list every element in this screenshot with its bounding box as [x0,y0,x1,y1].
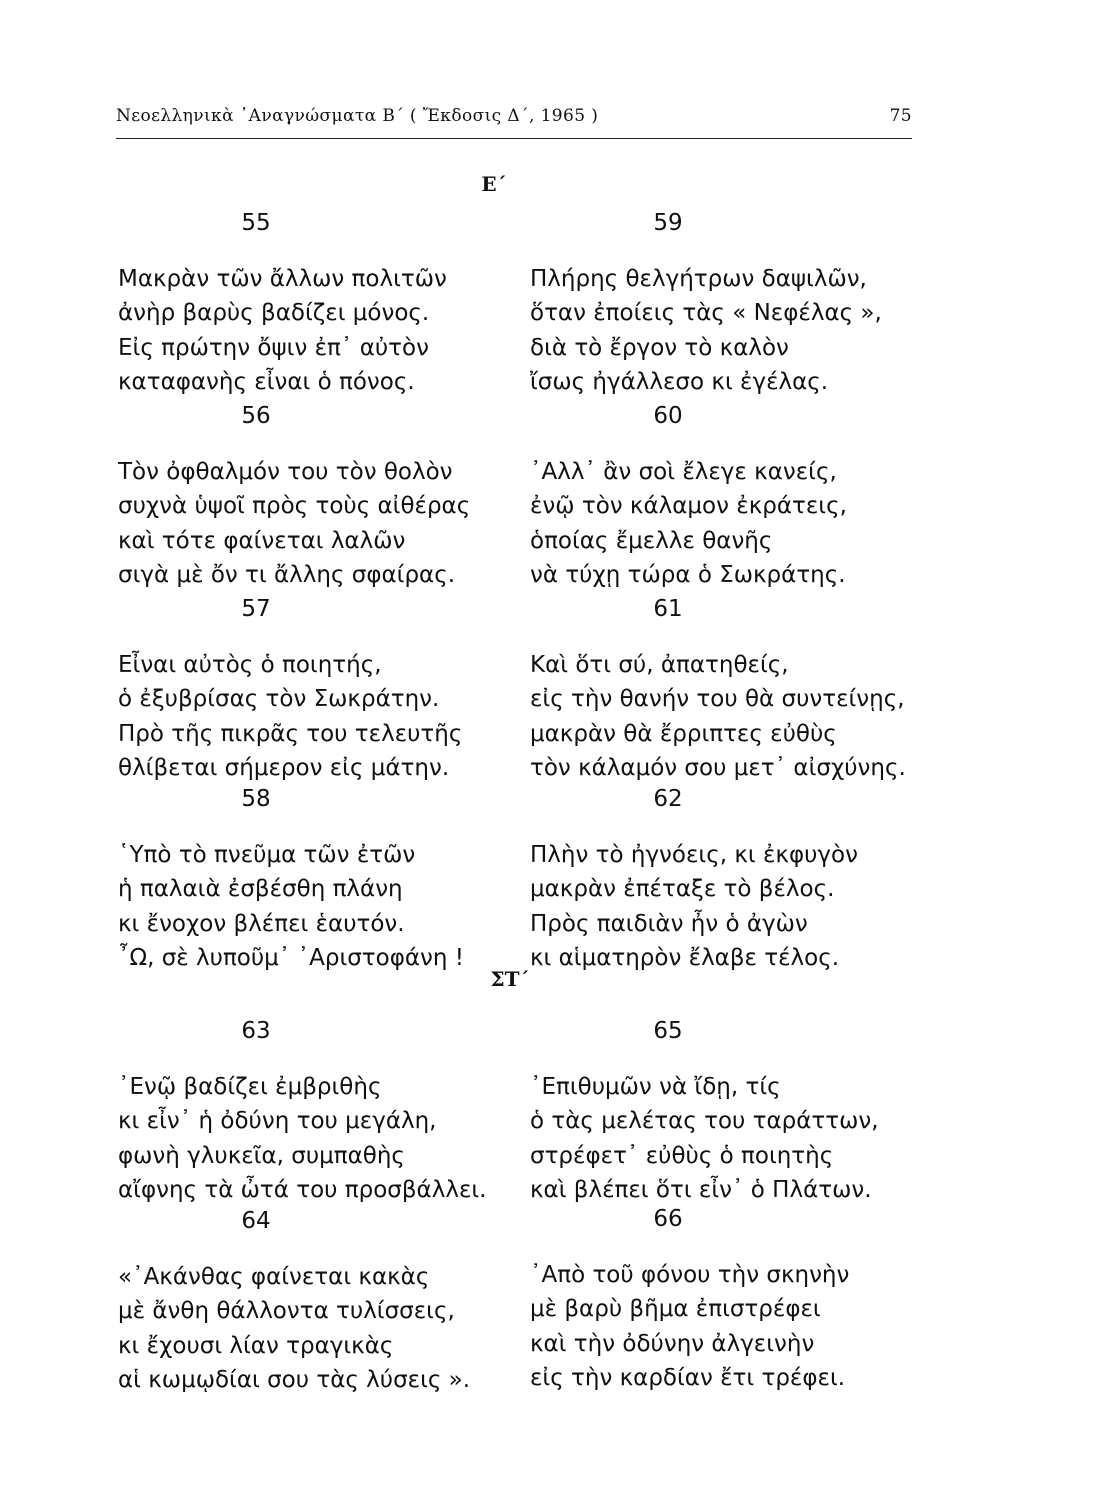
verse-line: Εἰς πρώτην ὄψιν ἐπ᾿ αὐτὸν [118,334,429,361]
stanza-number: 65 [653,1018,683,1044]
verse-line: διὰ τὸ ἔργον τὸ καλὸν [530,334,789,361]
verse-line: Πρὸ τῆς πικρᾶς του τελευτῆς [118,720,463,747]
verse-line: σιγὰ μὲ ὄν τι ἄλλης σφαίρας. [118,561,456,588]
page-header [116,100,912,139]
verse-line: αἴφνης τὰ ὦτά του προσβάλλει. [118,1176,487,1203]
verse-line: «᾿Ακάνθας φαίνεται κακὰς [118,1264,430,1290]
verse-line: ἀνὴρ βαρὺς βαδίζει μόνος. [118,300,430,327]
verse-line: Μακρὰν τῶν ἄλλων πολιτῶν [118,266,447,292]
verse-line: ῾Υπὸ τὸ πνεῦμα τῶν ἐτῶν [118,842,416,868]
page-number: 75 [889,106,912,126]
verse-line: νὰ τύχῃ τώρα ὁ Σωκράτης. [530,561,846,588]
verse-line: ᾿Απὸ τοῦ φόνου τὴν σκηνὴν [530,1262,850,1288]
verse-line: τὸν κάλαμόν σου μετ᾿ αἰσχύνης. [530,754,906,781]
verse-line: Εἶναι αὐτὸς ὁ ποιητής, [118,652,382,678]
stanza-number: 57 [241,596,271,622]
verse-line: μακρὰν ἐπέταξε τὸ βέλος. [530,876,835,903]
stanza-number: 63 [241,1018,271,1044]
verse-line: ᾿Επιθυμῶν νὰ ἴδῃ, τίς [530,1074,781,1100]
stanza-number: 60 [653,403,683,429]
verse-line: Καὶ ὅτι σύ, ἀπατηθείς, [530,652,789,678]
verse-line: μακρὰν θὰ ἔρριπτες εὐθὺς [530,720,837,747]
verse-line: καὶ τότε φαίνεται λαλῶν [118,527,406,554]
verse-line: εἰς τὴν θανήν του θὰ συντείνῃς, [530,686,905,713]
stanza-number: 64 [241,1208,271,1234]
verse-line: ὁποίας ἔμελλε θανῆς [530,527,773,554]
section-heading-st: ΣΤ΄ [490,967,530,991]
stanza-number: 56 [241,403,271,429]
verse-line: ὁ τὰς μελέτας του ταράττων, [530,1108,879,1135]
verse-line: ὁ ἐξυβρίσας τὸν Σωκράτην. [118,686,440,713]
running-title: Νεοελληνικὰ ᾿Αναγνώσματα Β΄ ( Ἔκδοσις Δ΄, 1965 ) [116,106,599,126]
verse-line: Τὸν ὀφθαλμόν του τὸν θολὸν [118,459,453,485]
stanza-number: 59 [653,210,683,236]
verse-line: αἱ κωμῳδίαι σου τὰς λύσεις ». [118,1366,471,1393]
stanza-number: 55 [241,210,271,236]
verse-line: ἐνῷ τὸν κάλαμον ἐκράτεις, [530,493,847,520]
verse-line: ἴσως ἠγάλλεσο κι ἐγέλας. [530,368,829,395]
verse-line: ὅταν ἐποίεις τὰς « Νεφέλας », [530,300,882,327]
verse-line: μὲ βαρὺ βῆμα ἐπιστρέφει [530,1296,821,1323]
verse-line: κι αἱματηρὸν ἔλαβε τέλος. [530,944,840,971]
verse-line: εἰς τὴν καρδίαν ἔτι τρέφει. [530,1364,846,1391]
verse-line: ᾿Ενῷ βαδίζει ἐμβριθὴς [118,1074,382,1100]
verse-line: κι εἶν᾿ ἡ ὀδύνη του μεγάλη, [118,1108,437,1135]
verse-line: μὲ ἄνθη θάλλοντα τυλίσσεις, [118,1298,455,1325]
verse-line: Πλήρης θελγήτρων δαψιλῶν, [530,266,867,292]
verse-line: κι ἔχουσι λίαν τραγικὰς [118,1332,394,1359]
verse-line: κι ἔνοχον βλέπει ἑαυτόν. [118,910,405,937]
stanza-number: 66 [653,1206,683,1232]
verse-line: ἡ παλαιὰ ἐσβέσθη πλάνη [118,876,403,903]
verse-line: συχνὰ ὑψοῖ πρὸς τοὺς αἰθέρας [118,493,471,520]
verse-line: ᾿Αλλ᾿ ἂν σοὶ ἔλεγε κανείς, [530,459,837,485]
verse-line: θλίβεται σήμερον εἰς μάτην. [118,754,450,781]
verse-line: ῏Ω, σὲ λυποῦμ᾿ ᾿Αριστοφάνη ! [118,944,465,971]
verse-line: καταφανὴς εἶναι ὁ πόνος. [118,368,415,395]
verse-line: καὶ τὴν ὀδύνην ἀλγεινὴν [530,1330,815,1357]
verse-line: Πλὴν τὸ ἠγνόεις, κι ἐκφυγὸν [530,842,858,868]
stanza-number: 62 [653,786,683,812]
verse-line: καὶ βλέπει ὅτι εἶν᾿ ὁ Πλάτων. [530,1176,872,1203]
verse-line: Πρὸς παιδιὰν ἦν ὁ ἀγὼν [530,910,808,937]
verse-line: φωνὴ γλυκεῖα, συμπαθὴς [118,1142,405,1169]
stanza-number: 58 [241,786,271,812]
verse-line: στρέφετ᾿ εὐθὺς ὁ ποιητὴς [530,1142,834,1169]
stanza-number: 61 [653,596,683,622]
section-heading-e: Ε΄ [481,172,507,196]
